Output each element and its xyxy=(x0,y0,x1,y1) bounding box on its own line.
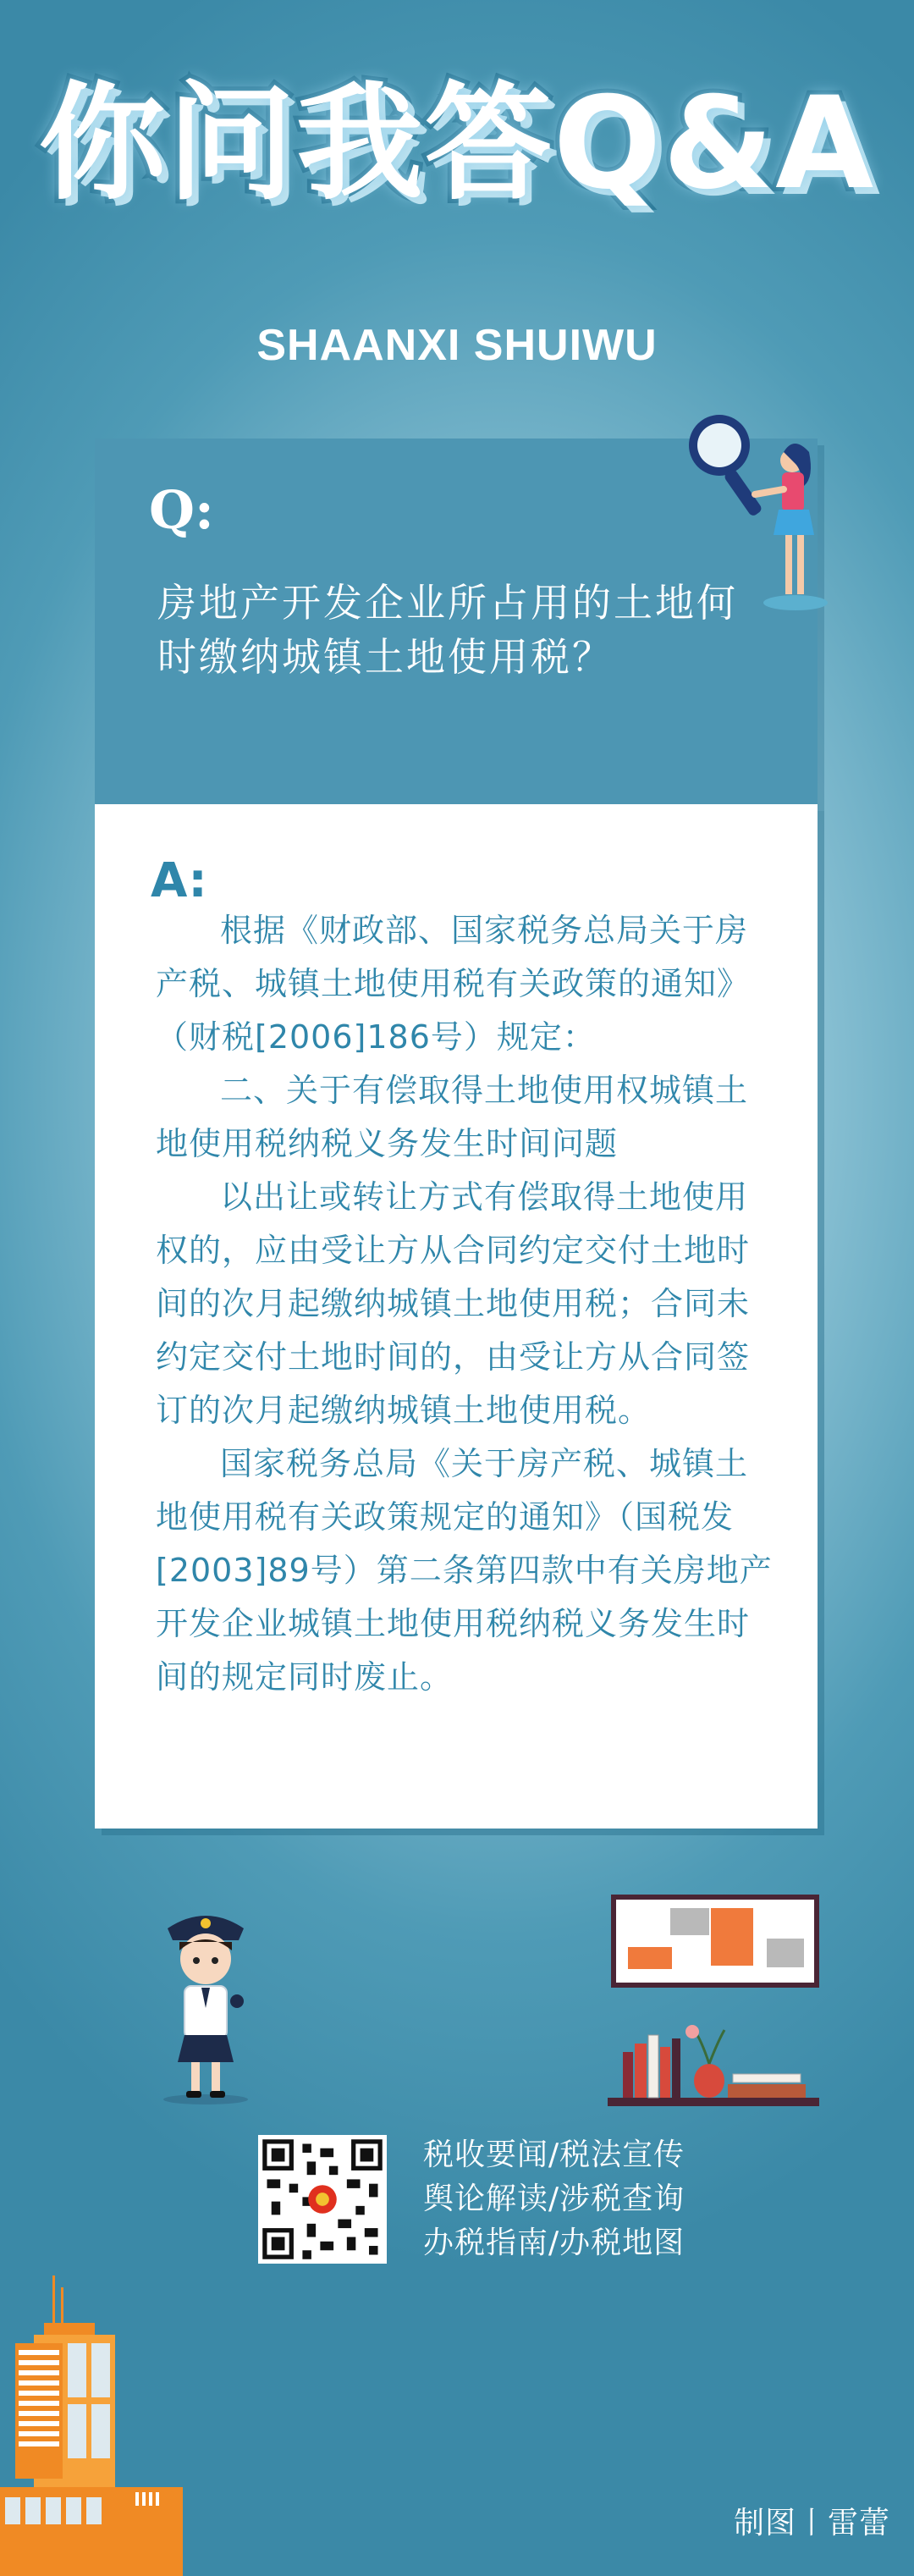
question-text: 房地产开发企业所占用的土地何时缴纳城镇土地使用税？ xyxy=(157,580,738,680)
magnifier-girl-illustration xyxy=(684,408,836,620)
credit-text: 制图丨雷蕾 xyxy=(733,2506,890,2540)
tax-officer-illustration xyxy=(142,1903,269,2106)
page-subtitle: SHAANXI SHUIWU xyxy=(256,321,658,370)
building-illustration xyxy=(0,2275,186,2576)
footer-link-row[interactable]: 办税指南/办税地图 xyxy=(423,2226,686,2260)
answer-label: A: xyxy=(151,853,207,908)
answer-card xyxy=(95,804,818,1829)
title-area xyxy=(0,70,914,218)
footer-links xyxy=(423,2133,685,2265)
footer-link-row[interactable]: 舆论解读/涉税查询 xyxy=(423,2182,686,2216)
page-title: 你问我答Q&A xyxy=(38,70,876,218)
wall-frame-illustration xyxy=(611,1895,819,1988)
answer-paragraph: 以出让或转让方式有偿取得土地使用权的，应由受让方从合同约定交付土地时间的次月起缴纳城镇土地使用税；合同未约定交付土地时间的，由受让方从合同签订的次月起缴纳城镇土地使用税。 xyxy=(156,1178,751,1429)
question-label: Q: xyxy=(149,479,214,541)
answer-body xyxy=(156,904,774,1704)
answer-paragraph: 国家税务总局《关于房产税、城镇土地使用税有关政策规定的通知》（国税发[2003]89号）第二条第四款中有关房地产开发企业城镇土地使用税纳税义务发生时间的规定同时废止。 xyxy=(156,1445,773,1696)
bookshelf-illustration xyxy=(604,2013,821,2108)
footer-link-row[interactable]: 税收要闻/税法宣传 xyxy=(423,2137,686,2172)
answer-paragraph: 二、关于有偿取得土地使用权城镇土地使用税纳税义务发生时间问题 xyxy=(156,1072,749,1162)
answer-paragraph: 根据《财政部、国家税务总局关于房产税、城镇土地使用税有关政策的通知》（财税[2006]186号）规定： xyxy=(156,912,751,1056)
qr-code-icon[interactable] xyxy=(258,2135,387,2264)
